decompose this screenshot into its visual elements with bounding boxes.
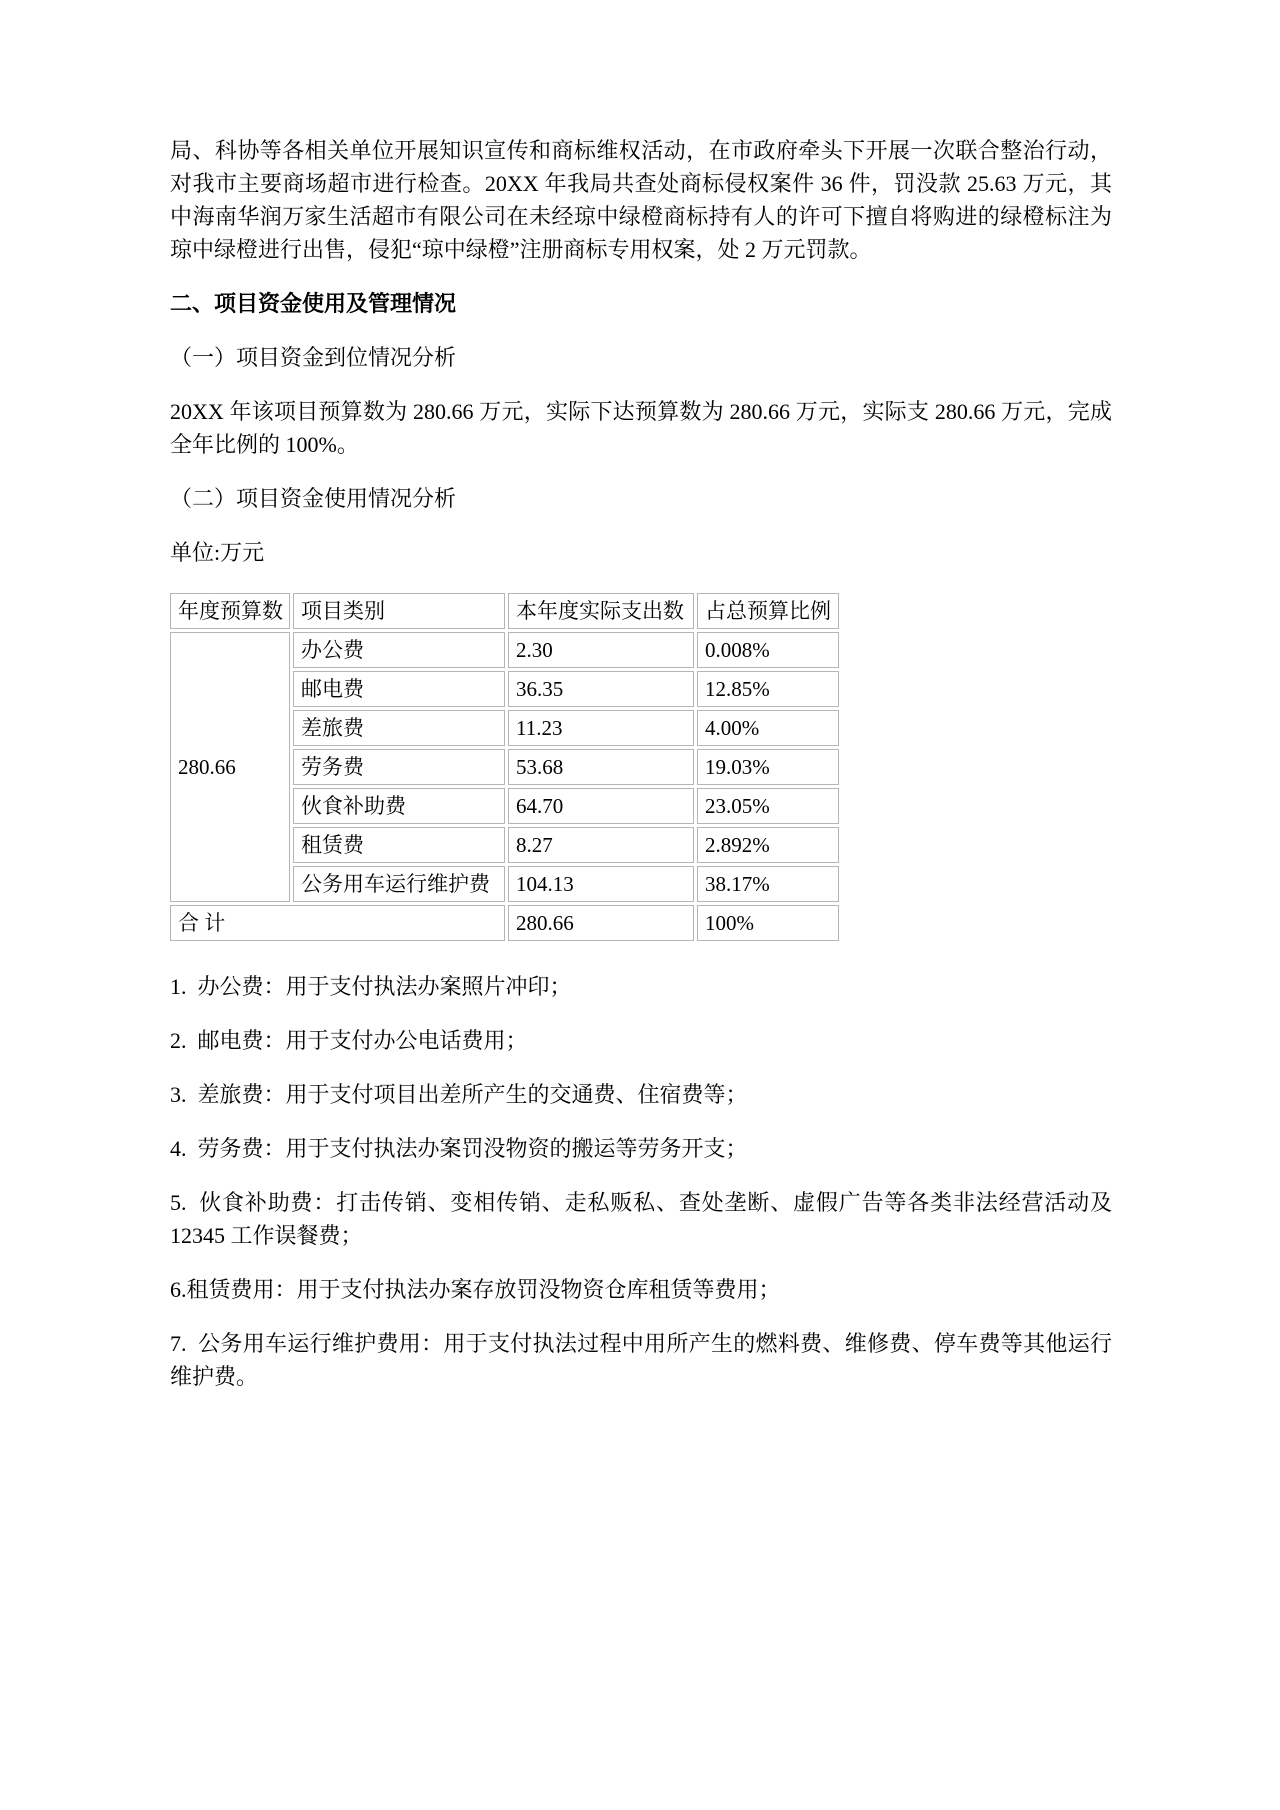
budget-arrival-paragraph: 20XX 年该项目预算数为 280.66 万元，实际下达预算数为 280.66 万元，实际支 280.66 万元，完成全年比例的 100%。 (170, 399, 1112, 457)
note-item: 6.租赁费用：用于支付执法办案存放罚没物资仓库租赁等费用； (170, 1277, 781, 1302)
table-cell: 53.68 (508, 749, 694, 785)
table-total-row (170, 905, 839, 941)
table-cell: 64.70 (508, 788, 694, 824)
note-item: 5. 伙食补助费：打击传销、变相传销、走私贩私、查处垄断、虚假广告等各类非法经营活动及 12345 工作误餐费； (170, 1190, 1118, 1248)
total-actual-cell: 280.66 (508, 905, 694, 941)
table-cell: 12.85% (697, 671, 839, 707)
note-item: 1. 办公费：用于支付执法办案照片冲印； (170, 974, 572, 999)
table-cell: 劳务费 (293, 749, 505, 785)
table-header-cell: 项目类别 (293, 593, 505, 629)
table-cell: 伙食补助费 (293, 788, 505, 824)
table-cell: 11.23 (508, 710, 694, 746)
table-cell: 差旅费 (293, 710, 505, 746)
table-cell: 36.35 (508, 671, 694, 707)
subsection-2-heading: （二）项目资金使用情况分析 (170, 486, 457, 511)
note-item: 4. 劳务费：用于支付执法办案罚没物资的搬运等劳务开支； (170, 1136, 748, 1161)
table-cell: 办公费 (293, 632, 505, 668)
table-cell: 2.30 (508, 632, 694, 668)
table-cell: 2.892% (697, 827, 839, 863)
table-row (170, 632, 839, 668)
intro-paragraph: 局、科协等各相关单位开展知识宣传和商标维权活动，在市政府牵头下开展一次联合整治行动，对我市主要商场超市进行检查。20XX 年我局共查处商标侵权案件 36 件，罚没款 25.63 万元，其中海南华润万家生活超市有限公司在未经琼中绿橙商标持有人的许可下擅自将购进的绿橙标注为琼中绿橙进行出售，侵犯“琼中绿橙”注册商标专用权案，处 2 万元罚款。 (170, 138, 1112, 262)
table-cell: 8.27 (508, 827, 694, 863)
total-pct-cell: 100% (697, 905, 839, 941)
table-cell: 0.008% (697, 632, 839, 668)
table-cell: 4.00% (697, 710, 839, 746)
table-cell: 公务用车运行维护费 (293, 866, 505, 902)
note-item: 7. 公务用车运行维护费用：用于支付执法过程中用所产生的燃料费、维修费、停车费等其他运行维护费。 (170, 1331, 1112, 1389)
table-header-cell: 占总预算比例 (697, 593, 839, 629)
table-cell: 19.03% (697, 749, 839, 785)
fund-usage-table (167, 590, 842, 944)
table-cell: 邮电费 (293, 671, 505, 707)
annual-budget-cell: 280.66 (170, 632, 290, 902)
table-cell: 38.17% (697, 866, 839, 902)
subsection-1-heading: （一）项目资金到位情况分析 (170, 345, 457, 370)
table-cell: 104.13 (508, 866, 694, 902)
total-label-cell: 合 计 (170, 905, 505, 941)
section-heading: 二、项目资金使用及管理情况 (170, 291, 457, 316)
table-header-cell: 年度预算数 (170, 593, 290, 629)
table-cell: 23.05% (697, 788, 839, 824)
table-cell: 租赁费 (293, 827, 505, 863)
unit-label: 单位:万元 (170, 540, 265, 565)
table-header-cell: 本年度实际支出数 (508, 593, 694, 629)
note-item: 2. 邮电费：用于支付办公电话费用； (170, 1028, 528, 1053)
table-header-row (170, 593, 839, 629)
note-item: 3. 差旅费：用于支付项目出差所产生的交通费、住宿费等； (170, 1082, 748, 1107)
